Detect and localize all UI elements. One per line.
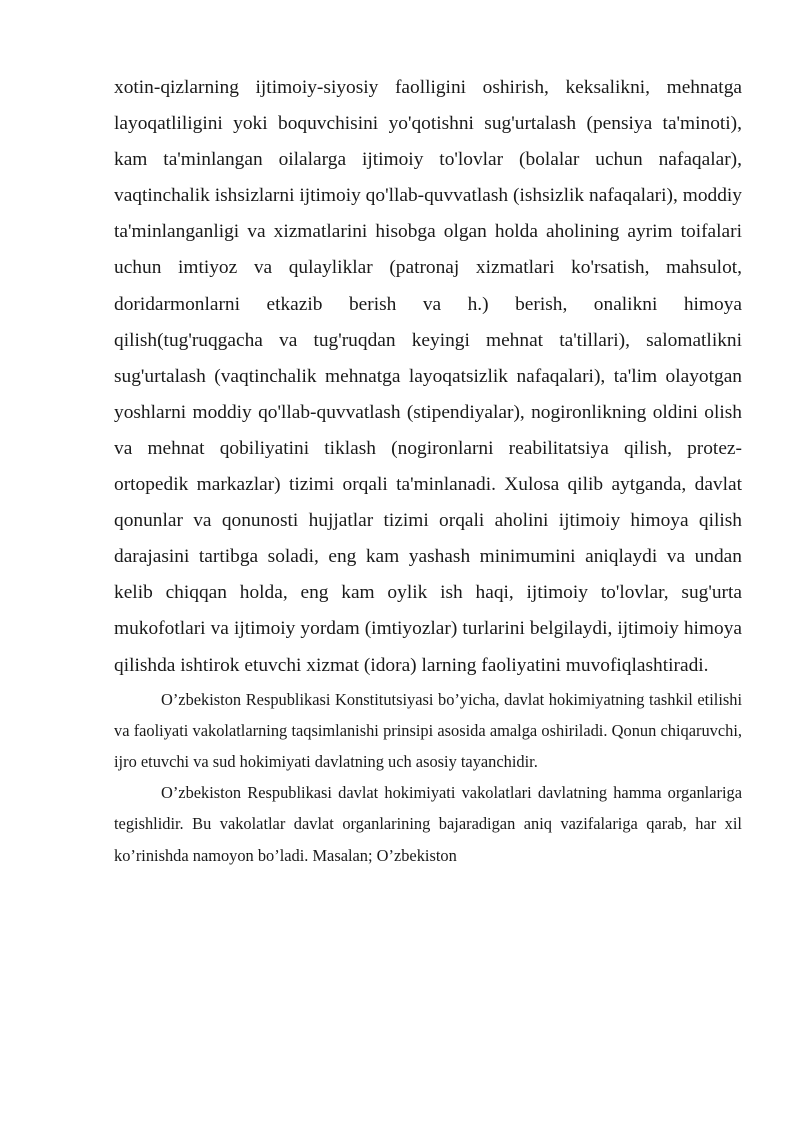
paragraph-social-protection: xotin-qizlarning ijtimoiy-siyosiy faolligini oshirish, keksalikni, mehnatga layoqatliligini yoki boquvchisini yo'qotishni sug'urtalash (pensiya ta'minoti), kam ta'minlangan oilalarga ijtimoiy to'lovlar (bolalar uchun nafaqalar), vaqtinchalik ishsizlarni ijtimoiy qo'llab-quvvatlash (ishsizlik nafaqalari), moddiy ta'minlanganligi va xizmatlarini hisobga olgan holda aholining ayrim toifalari uchun imtiyoz va qulayliklar (patronaj xizmatlari ko'rsatish, mahsulot, doridarmonlarni etkazib berish va h.) berish, onalikni himoya qilish(tug'ruqgacha va tug'ruqdan keyingi mehnat ta'tillari), salomatlikni sug'urtalash (vaqtinchalik mehnatga layoqatsizlik nafaqalari), ta'lim olayotgan yoshlarni moddiy qo'llab-quvvatlash (stipendiyalar), nogironlikning oldini olish va mehnat qobiliyatini tiklash (nogironlarni reabilitatsiya qilish, protez-ortopedik markazlar) tizimi orqali ta'minlanadi. Xulosa qilib aytganda, davlat qonunlar va qonunosti hujjatlar tizimi orqali aholini ijtimoiy himoya qilish darajasini tartibga soladi, eng kam yashash minimumini aniqlaydi va undan kelib chiqqan holda, eng kam oylik ish haqi, ijtimoiy to'lovlar, sug'urta mukofotlari va ijtimoiy yordam (imtiyozlar) turlarini belgilaydi, ijtimoiy himoya qilishda ishtirok etuvchi xizmat (idora) larning faoliyatini muvofiqlashtiradi. <box>114 77 742 676</box>
document-page <box>114 70 742 871</box>
paragraph-constitution: O’zbekiston Respublikasi Konstitutsiyasi bo’yicha, davlat hokimiyatning tashkil etilishi va faoliyati vakolatlarning taqsimlanishi prinsipi asosida amalga oshiriladi. Qonun chiqaruvchi, ijro etuvchi va sud hokimiyati davlatning uch asosiy tayanchidir. <box>114 689 742 771</box>
paragraph-state-power: O’zbekiston Respublikasi davlat hokimiyati vakolatlari davlatning hamma organlariga tegishlidir. Bu vakolatlar davlat organlarining bajaradigan aniq vazifalariga qarab, har xil ko’rinishda namoyon bo’ladi. Masalan; O’zbekiston <box>114 783 742 865</box>
